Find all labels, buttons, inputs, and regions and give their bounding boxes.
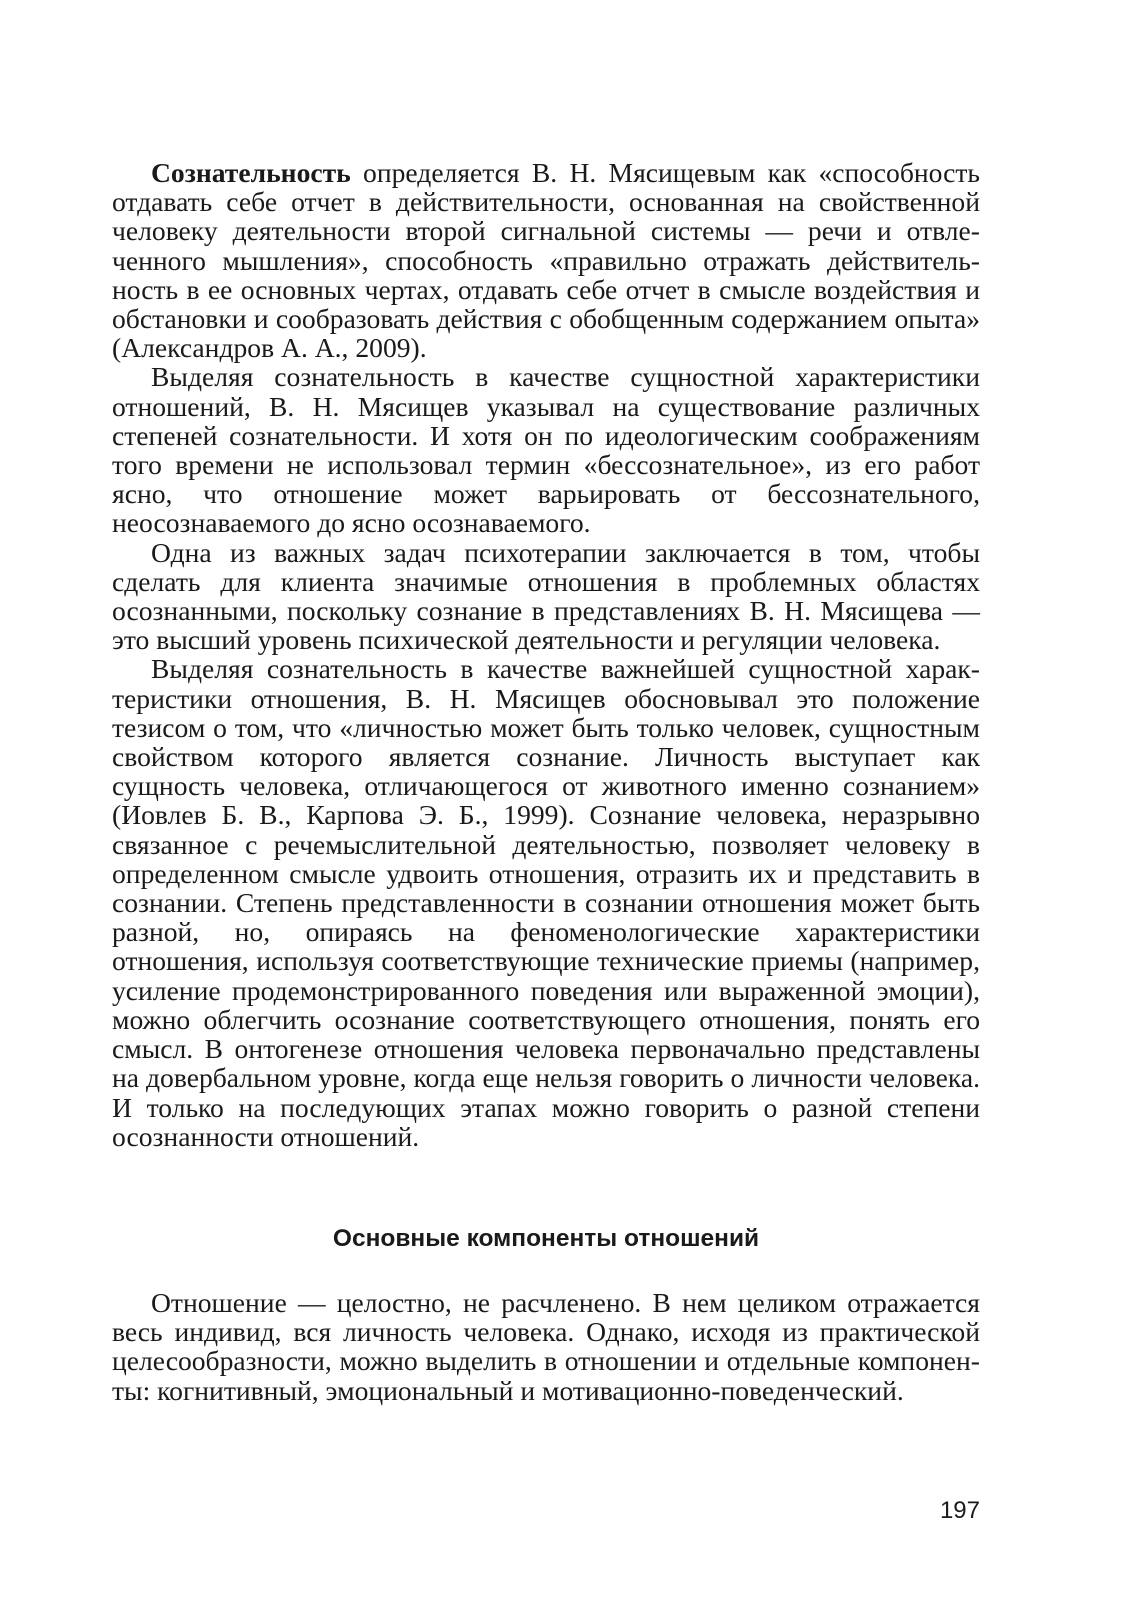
page-body: [112, 158, 980, 1405]
section-paragraph-1: Отношение — целостно, не расчленено. В нем целиком отражается весь индивид, вся личность человека. Однако, исходя из практической целесообразности, можно выделить в отношении и отдельные компоненты: когнитивный, эмоциональный и мотивационно-поведенческий.: [112, 1286, 980, 1406]
paragraph-4: Выделяя сознательность в качестве важнейшей сущностной характеристики отношения, В. Н. Мясищев обосновывал это положение тезисом о том, что «личностью может быть только человек, сущностным свойством которого является сознание. Личность выступает как сущность человека, отличающегося от животного именно сознанием» (Иовлев Б. В., Карпова Э. Б., 1999). Сознание человека, неразрывно связанное с речемыслительной деятельностью, позволяет человеку в определенном смысле удвоить отношения, отразить их и представить в сознании. Степень представленности в сознании отношения может быть разной, но, опираясь на феноменологические характеристики отношения, используя соответствующие технические приемы (например, усиление продемонстрированного поведения или выраженной эмоции), можно облегчить осознание соответствующего отношения, понять его смысл. В онтогенезе отношения человека первоначально представлены на довербальном уровне, когда еще нельзя говорить о личности человека. И только на последующих этапах можно говорить о разной степени осознанности отношений.: [112, 653, 980, 1152]
term-bold: Сознательность: [151, 157, 351, 188]
paragraph-1: [112, 158, 980, 362]
paragraph-1-text: определяется В. Н. Мясищевым как «способность отдавать себе отчет в действительности, основанная на свойственной человеку деятельности второй сигнальной системы — речи и отвлеченного мышления», способность «правильно отражать действительность в ее основных чертах, отдавать себе отчет в смысле воздействия и обстановки и сообразовать действия с обобщенным содержанием опыта» (Александров А. А., 2009).: [112, 157, 980, 364]
page-number: 197: [939, 1497, 980, 1524]
paragraph-3: Одна из важных задач психотерапии заключается в том, чтобы сделать для клиента значимые отношения в проблемных областях осознанными, поскольку сознание в представлениях В. Н. Мясищева — это высший уровень психической деятельности и регуляции человека.: [112, 536, 980, 656]
paragraph-2: Выделяя сознательность в качестве сущностной характеристики отношений, В. Н. Мясищев указывал на существование различных степеней сознательности. И хотя он по идеологическим соображениям того времени не использовал термин «бессознательное», из его работ ясно, что отношение может варьировать от бессознательного, неосознаваемого до ясно осознаваемого.: [112, 361, 980, 539]
section-heading: Основные компоненты отношений: [332, 1224, 760, 1252]
